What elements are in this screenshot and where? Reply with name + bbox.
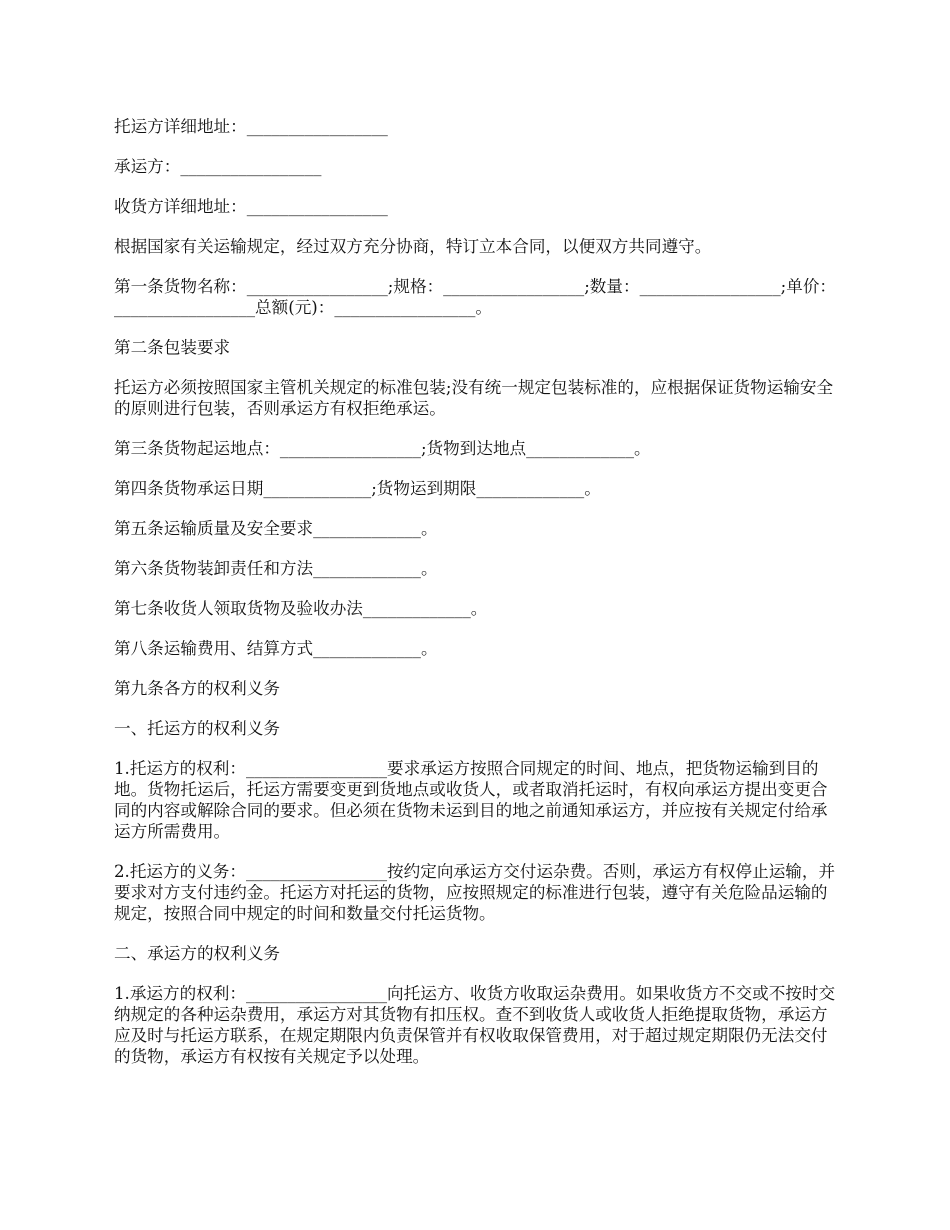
article-2-body: 托运方必须按照国家主管机关规定的标准包装;没有统一规定包装标准的，应根据保证货物运输安全的原则进行包装，否则承运方有权拒绝承运。 bbox=[114, 378, 834, 418]
article-7-receipt: 第七条收货人领取货物及验收办法_____________。 bbox=[114, 599, 488, 618]
preamble-paragraph: 根据国家有关运输规定，经过双方充分协商，特订立本合同，以便双方共同遵守。 bbox=[114, 237, 712, 256]
shipper-rights-paragraph: 1.托运方的权利：_________________要求承运方按照合同规定的时间、地点，把货物运输到目的地。货物托运后，托运方需要变更到货地点或收货人，或者取消托运时，有权向承运方提出变更合同的内容或解除合同的要求。但必须在货物未运到目的地之前通知承运方，并应按有关规定付给承运方所需费用。 bbox=[114, 759, 828, 841]
section-carrier-heading: 二、承运方的权利义务 bbox=[114, 944, 280, 963]
article-5-quality: 第五条运输质量及安全要求_____________。 bbox=[114, 519, 438, 538]
article-3-locations: 第三条货物起运地点：_________________;货物到达地点_____________。 bbox=[114, 439, 651, 458]
contract-document bbox=[114, 116, 836, 1086]
carrier-rights-paragraph: 1.承运方的权利：_________________向托运方、收货方收取运杂费用。如果收货方不交或不按时交纳规定的各种运杂费用，承运方对其货物有扣压权。查不到收货人或收货人拒绝提取货物，承运方应及时与托运方联系，在规定期限内负责保管并有权收取保管费用，对于超过规定期限仍无法交付的货物，承运方有权按有关规定予以处理。 bbox=[114, 984, 836, 1066]
shipper-address-line: 托运方详细地址：_________________ bbox=[114, 117, 388, 136]
section-shipper-heading: 一、托运方的权利义务 bbox=[114, 719, 280, 738]
consignee-address-line: 收货方详细地址：_________________ bbox=[114, 197, 388, 216]
article-8-fees: 第八条运输费用、结算方式_____________。 bbox=[114, 639, 438, 658]
article-1-goods: 第一条货物名称：_________________;规格：_________________;数量：_________________;单价：_________________总额(元)：_________________。 bbox=[114, 277, 837, 317]
article-2-heading: 第二条包装要求 bbox=[114, 338, 231, 357]
shipper-obligations-paragraph: 2.托运方的义务：_________________按约定向承运方交付运杂费。否则，承运方有权停止运输，并要求对方支付违约金。托运方对托运的货物，应按照规定的标准进行包装，遵守有关危险品运输的规定，按照合同中规定的时间和数量交付托运货物。 bbox=[114, 862, 836, 923]
carrier-line: 承运方：_________________ bbox=[114, 157, 322, 176]
article-9-heading: 第九条各方的权利义务 bbox=[114, 679, 280, 698]
article-4-dates: 第四条货物承运日期_____________;货物运到期限_____________。 bbox=[114, 479, 601, 498]
article-6-loading: 第六条货物装卸责任和方法_____________。 bbox=[114, 559, 438, 578]
